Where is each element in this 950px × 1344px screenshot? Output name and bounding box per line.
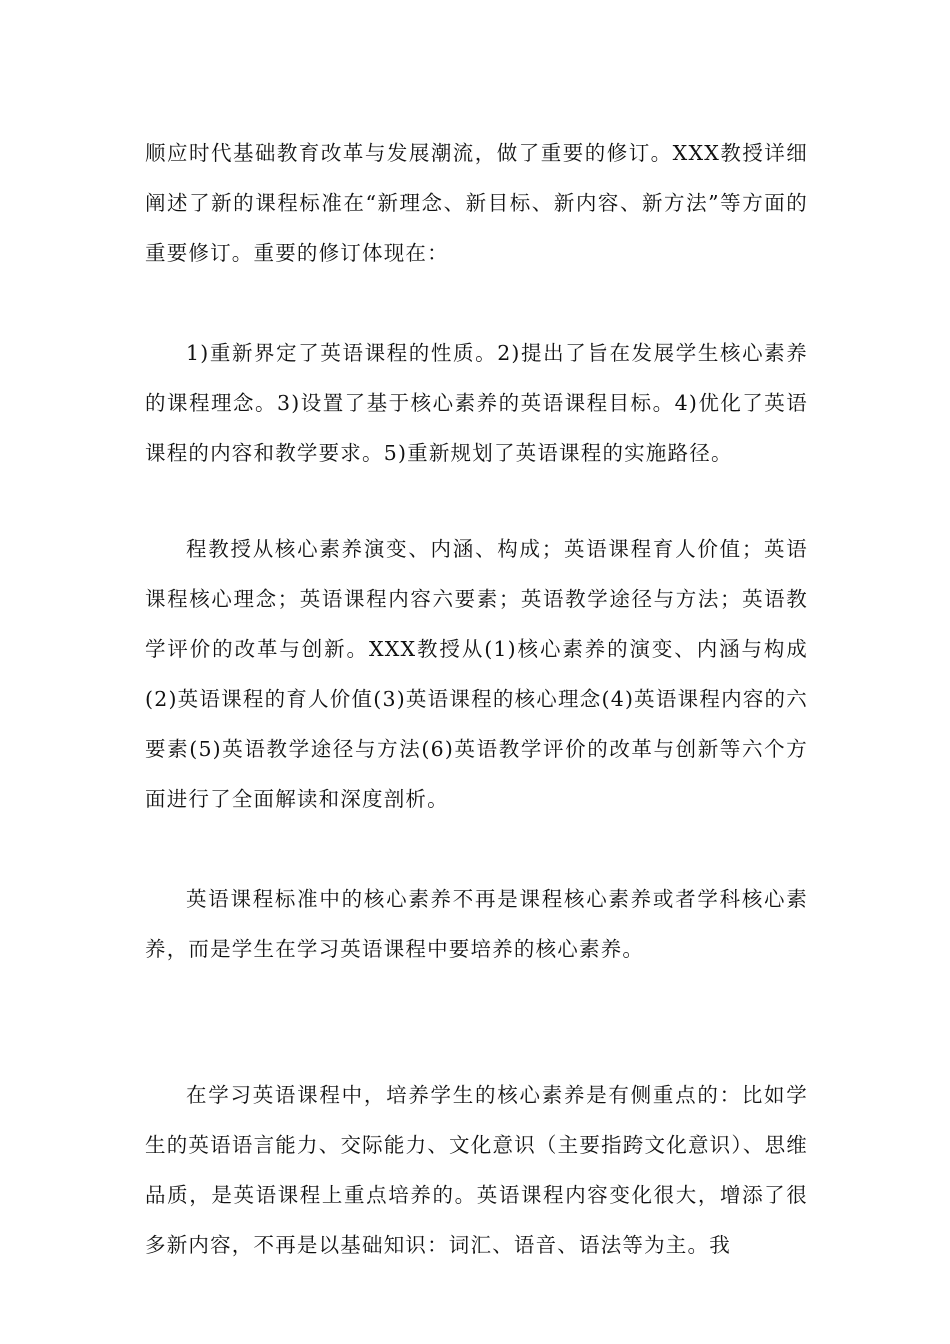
paragraph-professor-analysis: 程教授从核心素养演变、内涵、构成；英语课程育人价值；英语课程核心理念；英语课程内容六要素；英语教学途径与方法；英语教学评价的改革与创新。XXX教授从(1)核心素养的演变、内涵与构成(2)英语课程的育人价值(3)英语课程的核心理念(4)英语课程内容的六要素(5)英语教学途径与方法(6)英语教学评价的改革与创新等六个方面进行了全面解读和深度剖析。 xyxy=(145,537,808,811)
paragraph-revisions-list: 1)重新界定了英语课程的性质。2)提出了旨在发展学生核心素养的课程理念。3)设置了基于核心素养的英语课程目标。4)优化了英语课程的内容和教学要求。5)重新规划了英语课程的实施路径。 xyxy=(145,341,808,465)
paragraph-continuation: 顺应时代基础教育改革与发展潮流，做了重要的修订。XXX教授详细阐述了新的课程标准在“新理念、新目标、新内容、新方法”等方面的重要修订。重要的修订体现在： xyxy=(145,141,808,265)
paragraph-core-literacy: 英语课程标准中的核心素养不再是课程核心素养或者学科核心素养，而是学生在学习英语课程中要培养的核心素养。 xyxy=(145,887,808,961)
paragraph-learning-focus: 在学习英语课程中，培养学生的核心素养是有侧重点的：比如学生的英语语言能力、交际能力、文化意识（主要指跨文化意识）、思维品质，是英语课程上重点培养的。英语课程内容变化很大，增添了很多新内容，不再是以基础知识：词汇、语音、语法等为主。我 xyxy=(145,1083,808,1257)
